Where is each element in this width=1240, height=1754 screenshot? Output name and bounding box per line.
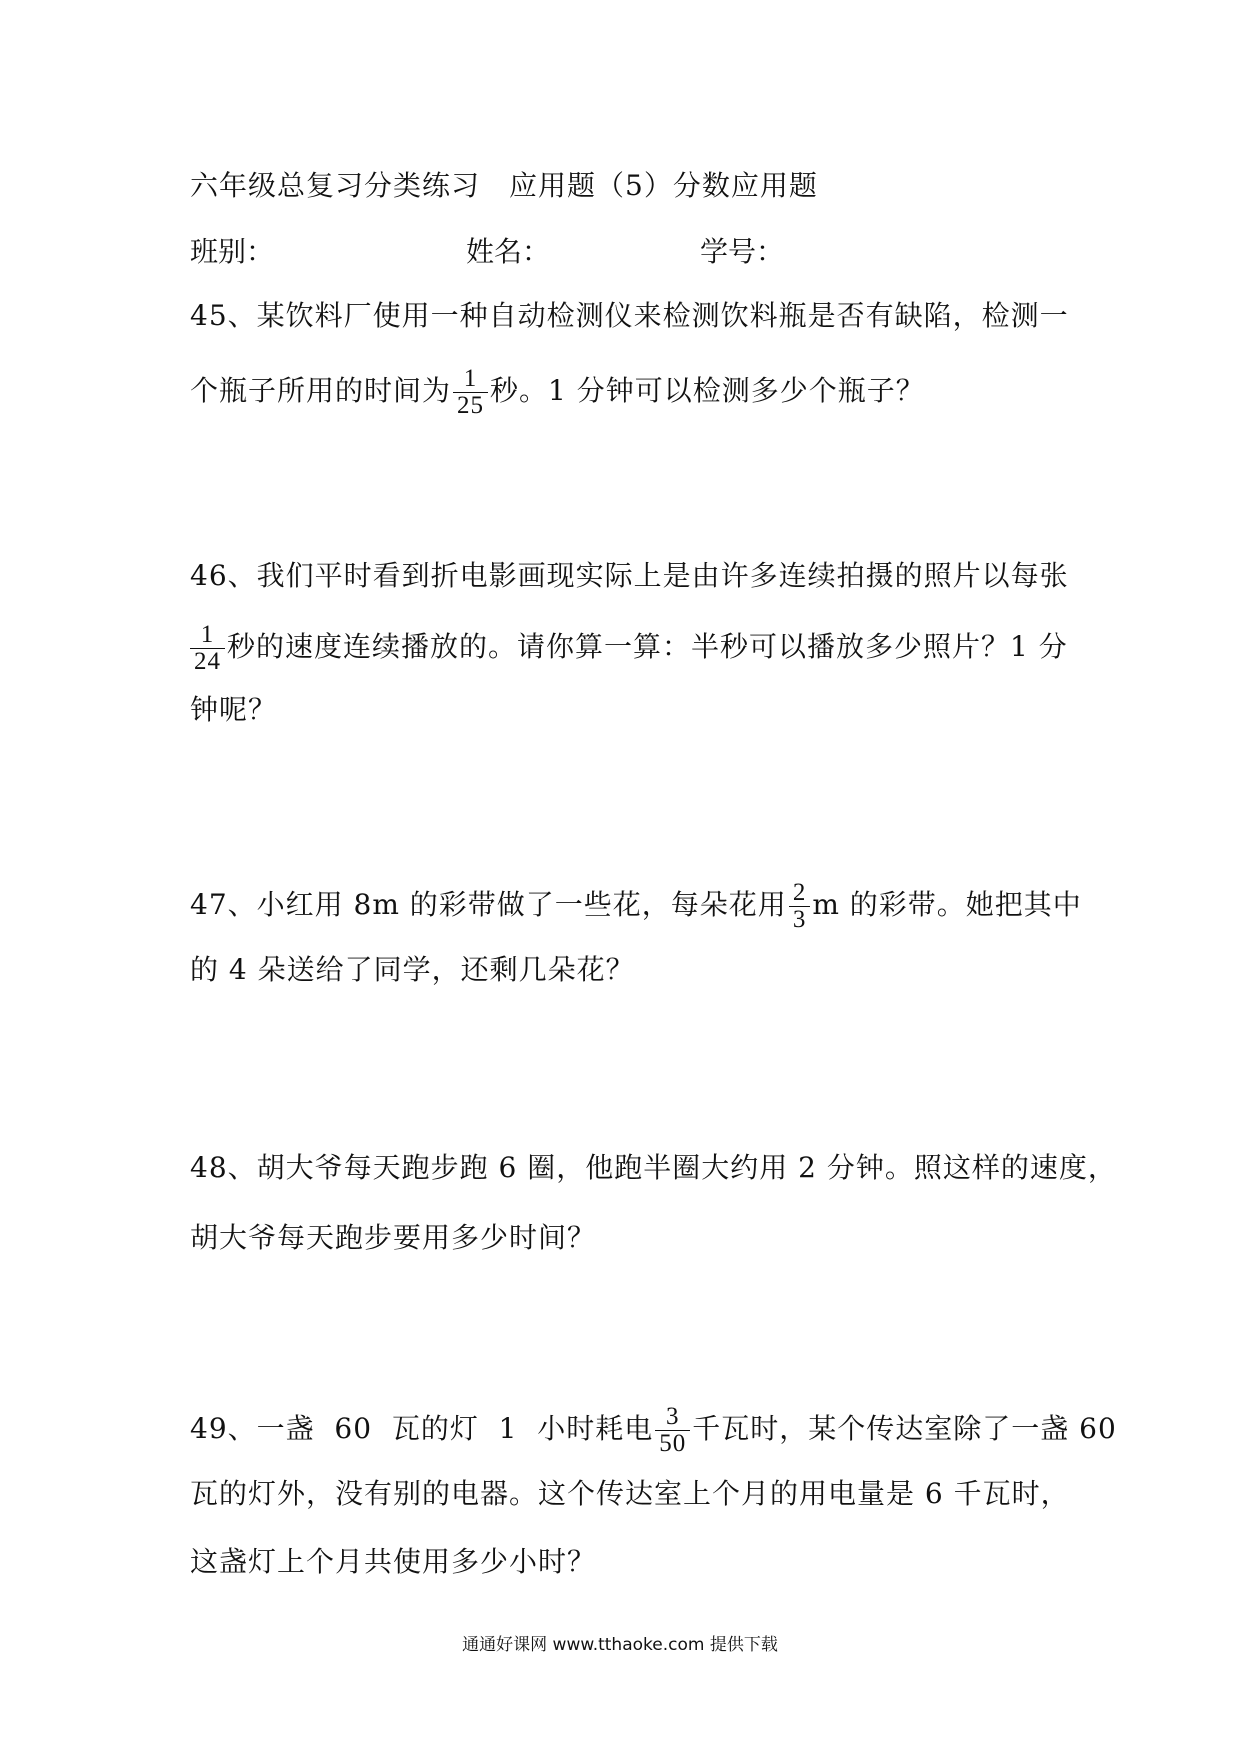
question-45-text-pre: 个瓶子所用的时间为 — [190, 374, 452, 407]
fraction — [190, 622, 225, 675]
fraction-denominator: 3 — [792, 906, 807, 933]
class-label: 班别： — [190, 235, 275, 268]
question-49-line-1 — [190, 1404, 1117, 1457]
question-47-line-1 — [190, 880, 1082, 933]
question-45-line-1: 45、某饮料厂使用一种自动检测仪来检测饮料瓶是否有缺陷，检测一 — [190, 299, 1069, 332]
number-label: 学号： — [700, 235, 785, 268]
question-47-text-pre: 47、小红用 8m 的彩带做了一些花，每朵花用 — [190, 888, 787, 921]
footer-credit: 通通好课网 www.tthaoke.com 提供下载 — [462, 1635, 778, 1655]
question-48-line-1: 48、胡大爷每天跑步跑 6 圈，他跑半圈大约用 2 分钟。照这样的速度， — [190, 1151, 1117, 1184]
question-45-line-2 — [190, 366, 925, 419]
question-49-text-pre: 49、一盏 60 瓦的灯 1 小时耗电 — [190, 1412, 654, 1445]
fraction — [453, 366, 488, 419]
fraction-numerator: 2 — [789, 880, 811, 907]
question-46-line-3: 钟呢？ — [190, 693, 278, 726]
question-47-line-2: 的 4 朵送给了同学，还剩几朵花？ — [190, 953, 635, 986]
fraction-numerator: 3 — [655, 1404, 690, 1431]
name-label: 姓名： — [466, 235, 551, 268]
question-46-line-1: 46、我们平时看到折电影画现实际上是由许多连续拍摄的照片以每张 — [190, 559, 1069, 592]
question-45-text-post: 秒。1 分钟可以检测多少个瓶子？ — [490, 374, 925, 407]
fraction-numerator: 1 — [190, 622, 225, 649]
question-46-line-2 — [190, 622, 1068, 675]
page-title: 六年级总复习分类练习 应用题（5）分数应用题 — [190, 169, 818, 202]
question-49-text-post: 千瓦时，某个传达室除了一盏 60 — [692, 1412, 1117, 1445]
fraction-denominator: 25 — [457, 392, 485, 419]
question-49-line-3: 这盏灯上个月共使用多少小时？ — [190, 1545, 597, 1578]
question-49-line-2: 瓦的灯外，没有别的电器。这个传达室上个月的用电量是 6 千瓦时， — [190, 1477, 1070, 1510]
fraction — [655, 1404, 690, 1457]
fraction-denominator: 24 — [194, 648, 221, 675]
question-48-line-2: 胡大爷每天跑步要用多少时间？ — [190, 1221, 597, 1254]
fraction-denominator: 50 — [659, 1430, 687, 1457]
fraction — [789, 880, 811, 933]
question-46-text-post: 秒的速度连续播放的。请你算一算：半秒可以播放多少照片？1 分 — [227, 630, 1068, 663]
fraction-numerator: 1 — [453, 366, 488, 393]
question-47-text-post: m 的彩带。她把其中 — [812, 888, 1082, 921]
